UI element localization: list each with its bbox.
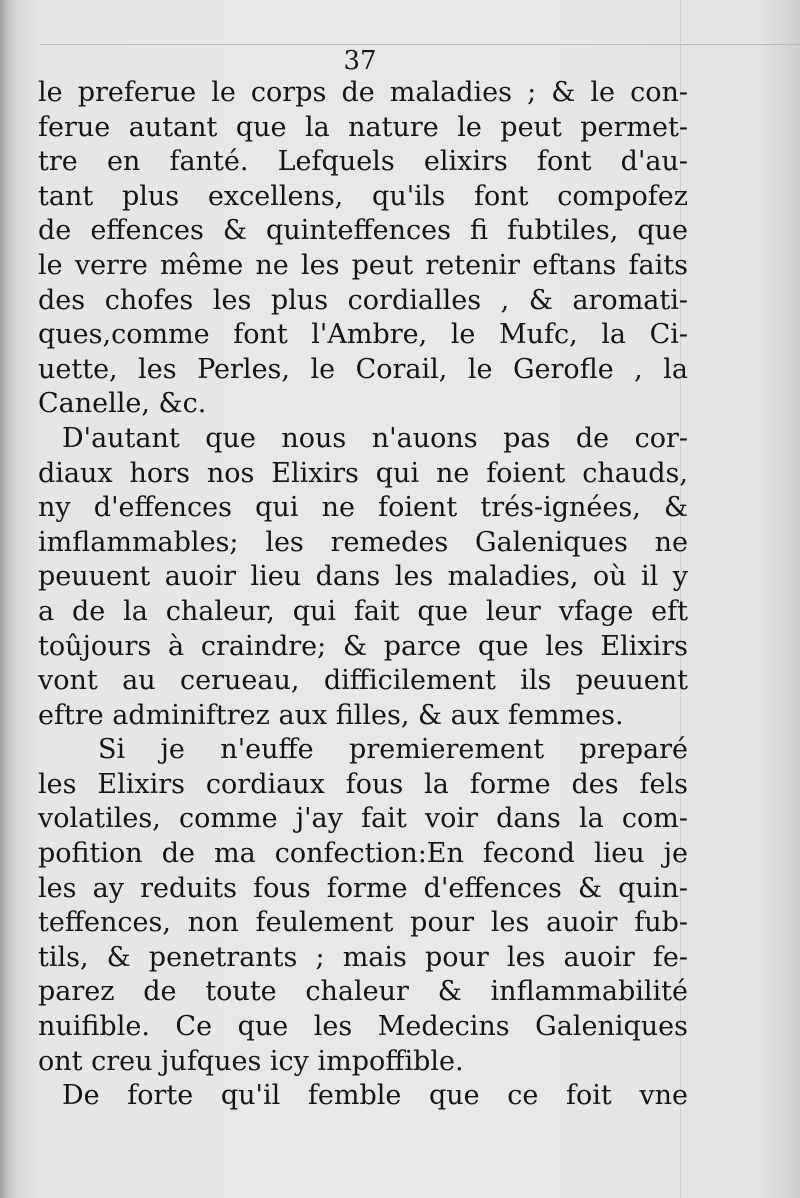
- text-line: diaux hors nos Elixirs qui ne foient chauds,: [38, 457, 688, 489]
- text-line: les ay reduits fous forme d'effences & quin-: [38, 872, 688, 904]
- text-line: les Elixirs cordiaux fous la forme des fels: [38, 768, 688, 800]
- text-line: ont creu jufques icy impoffible.: [38, 1045, 464, 1077]
- text-line: parez de toute chaleur & inflammabilité: [38, 976, 688, 1008]
- text-line: Si je n'euffe premierement preparé: [98, 734, 688, 766]
- text-line: pofition de ma confection:En fecond lieu je: [38, 838, 688, 870]
- text-line: tre en fanté. Lefquels elixirs font d'au-: [38, 146, 688, 178]
- text-line: ques,comme font l'Ambre, le Mufc, la Ci-: [38, 319, 688, 351]
- text-line: de effences & quinteffences fi fubtiles, que: [38, 215, 688, 247]
- text-line: D'autant que nous n'auons pas de cor-: [62, 422, 688, 454]
- text-line: uette, les Perles, le Corail, le Gerofle , la: [38, 353, 688, 385]
- text-line: tant plus excellens, qu'ils font compofez: [38, 180, 688, 212]
- text-line: volatiles, comme j'ay fait voir dans la com-: [38, 803, 688, 835]
- text-line: De forte qu'il femble que ce foit vne: [62, 1080, 688, 1112]
- text-line: le verre même ne les peut retenir eftans faits: [38, 249, 688, 281]
- body-text: [38, 76, 688, 1114]
- text-line: ferue autant que la nature le peut permet-: [38, 111, 688, 143]
- text-line: tils, & penetrants ; mais pour les auoir fe-: [38, 941, 688, 973]
- text-line: le preferue le corps de maladies ; & le con-: [38, 77, 688, 108]
- text-line: eftre adminiftrez aux filles, & aux femmes.: [38, 699, 624, 731]
- text-line: des chofes les plus cordialles , & aromati-: [38, 284, 688, 316]
- text-line: ny d'effences qui ne foient trés-ignées, &: [38, 492, 688, 524]
- text-line: toûjours à craindre; & parce que les Elixirs: [38, 630, 688, 662]
- top-rule: [40, 44, 800, 45]
- page-number: 37: [343, 46, 377, 76]
- text-line: vont au cerueau, difficilement ils peuuent: [38, 665, 688, 697]
- text-line: Canelle, &c.: [38, 388, 207, 420]
- text-line: teffences, non feulement pour les auoir fub-: [38, 907, 688, 939]
- text-line: a de la chaleur, qui fait que leur vfage eft: [38, 595, 688, 627]
- text-line: peuuent auoir lieu dans les maladies, où il y: [38, 561, 688, 593]
- text-line: nuifible. Ce que les Medecins Galeniques: [38, 1011, 688, 1043]
- text-line: imflammables; les remedes Galeniques ne: [38, 526, 688, 558]
